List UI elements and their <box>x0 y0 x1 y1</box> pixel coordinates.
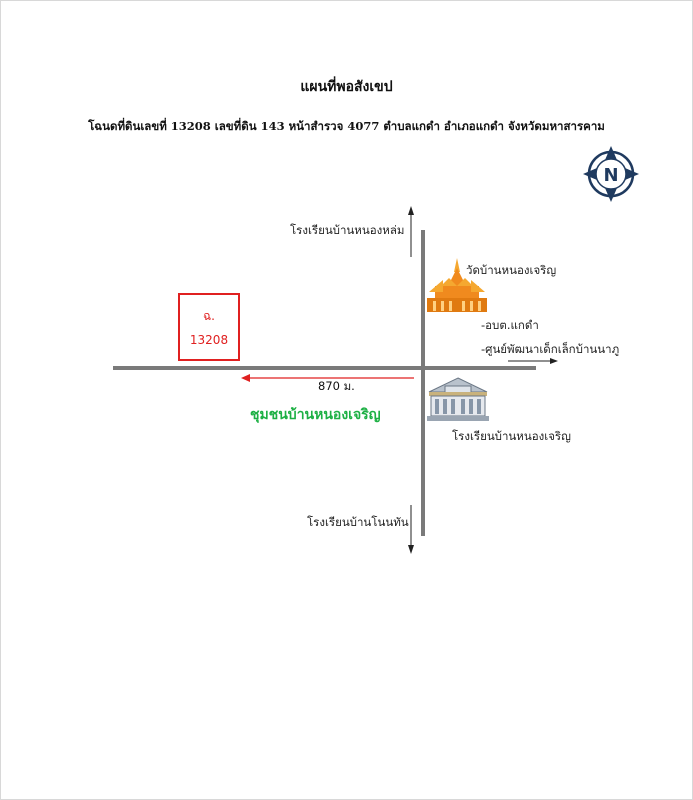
place-temple: วัดบ้านหนองเจริญ <box>466 263 557 277</box>
north-road-arrow <box>408 206 414 257</box>
compass-letter: N <box>603 165 619 186</box>
land-parcel <box>178 293 240 361</box>
community-label: ชุมชนบ้านหนองเจริญ <box>250 407 381 423</box>
place-north-school: โรงเรียนบ้านหนองหล่ม <box>290 223 405 237</box>
place-child-center: -ศูนย์พัฒนาเด็กเล็กบ้านนาภู <box>481 342 620 356</box>
distance-label: 870 ม. <box>318 379 355 393</box>
school-icon <box>427 378 489 421</box>
parcel-label-type: ฉ. <box>203 309 215 323</box>
place-sao: -อบต.แกดำ <box>481 318 539 332</box>
parcel-label-number: 13208 <box>189 333 229 347</box>
deed-description: โฉนดที่ดินเลขที่ 13208 เลขที่ดิน 143 หน้าสำรวจ 4077 ตำบลแกดำ อำเภอแกดำ จังหวัดมหาสารคาม <box>88 119 605 133</box>
place-south-school: โรงเรียนบ้านโนนทัน <box>307 515 409 529</box>
place-school: โรงเรียนบ้านหนองเจริญ <box>452 429 571 443</box>
map-title: แผนที่พอสังเขป <box>300 79 393 95</box>
south-road-arrow <box>408 505 414 554</box>
